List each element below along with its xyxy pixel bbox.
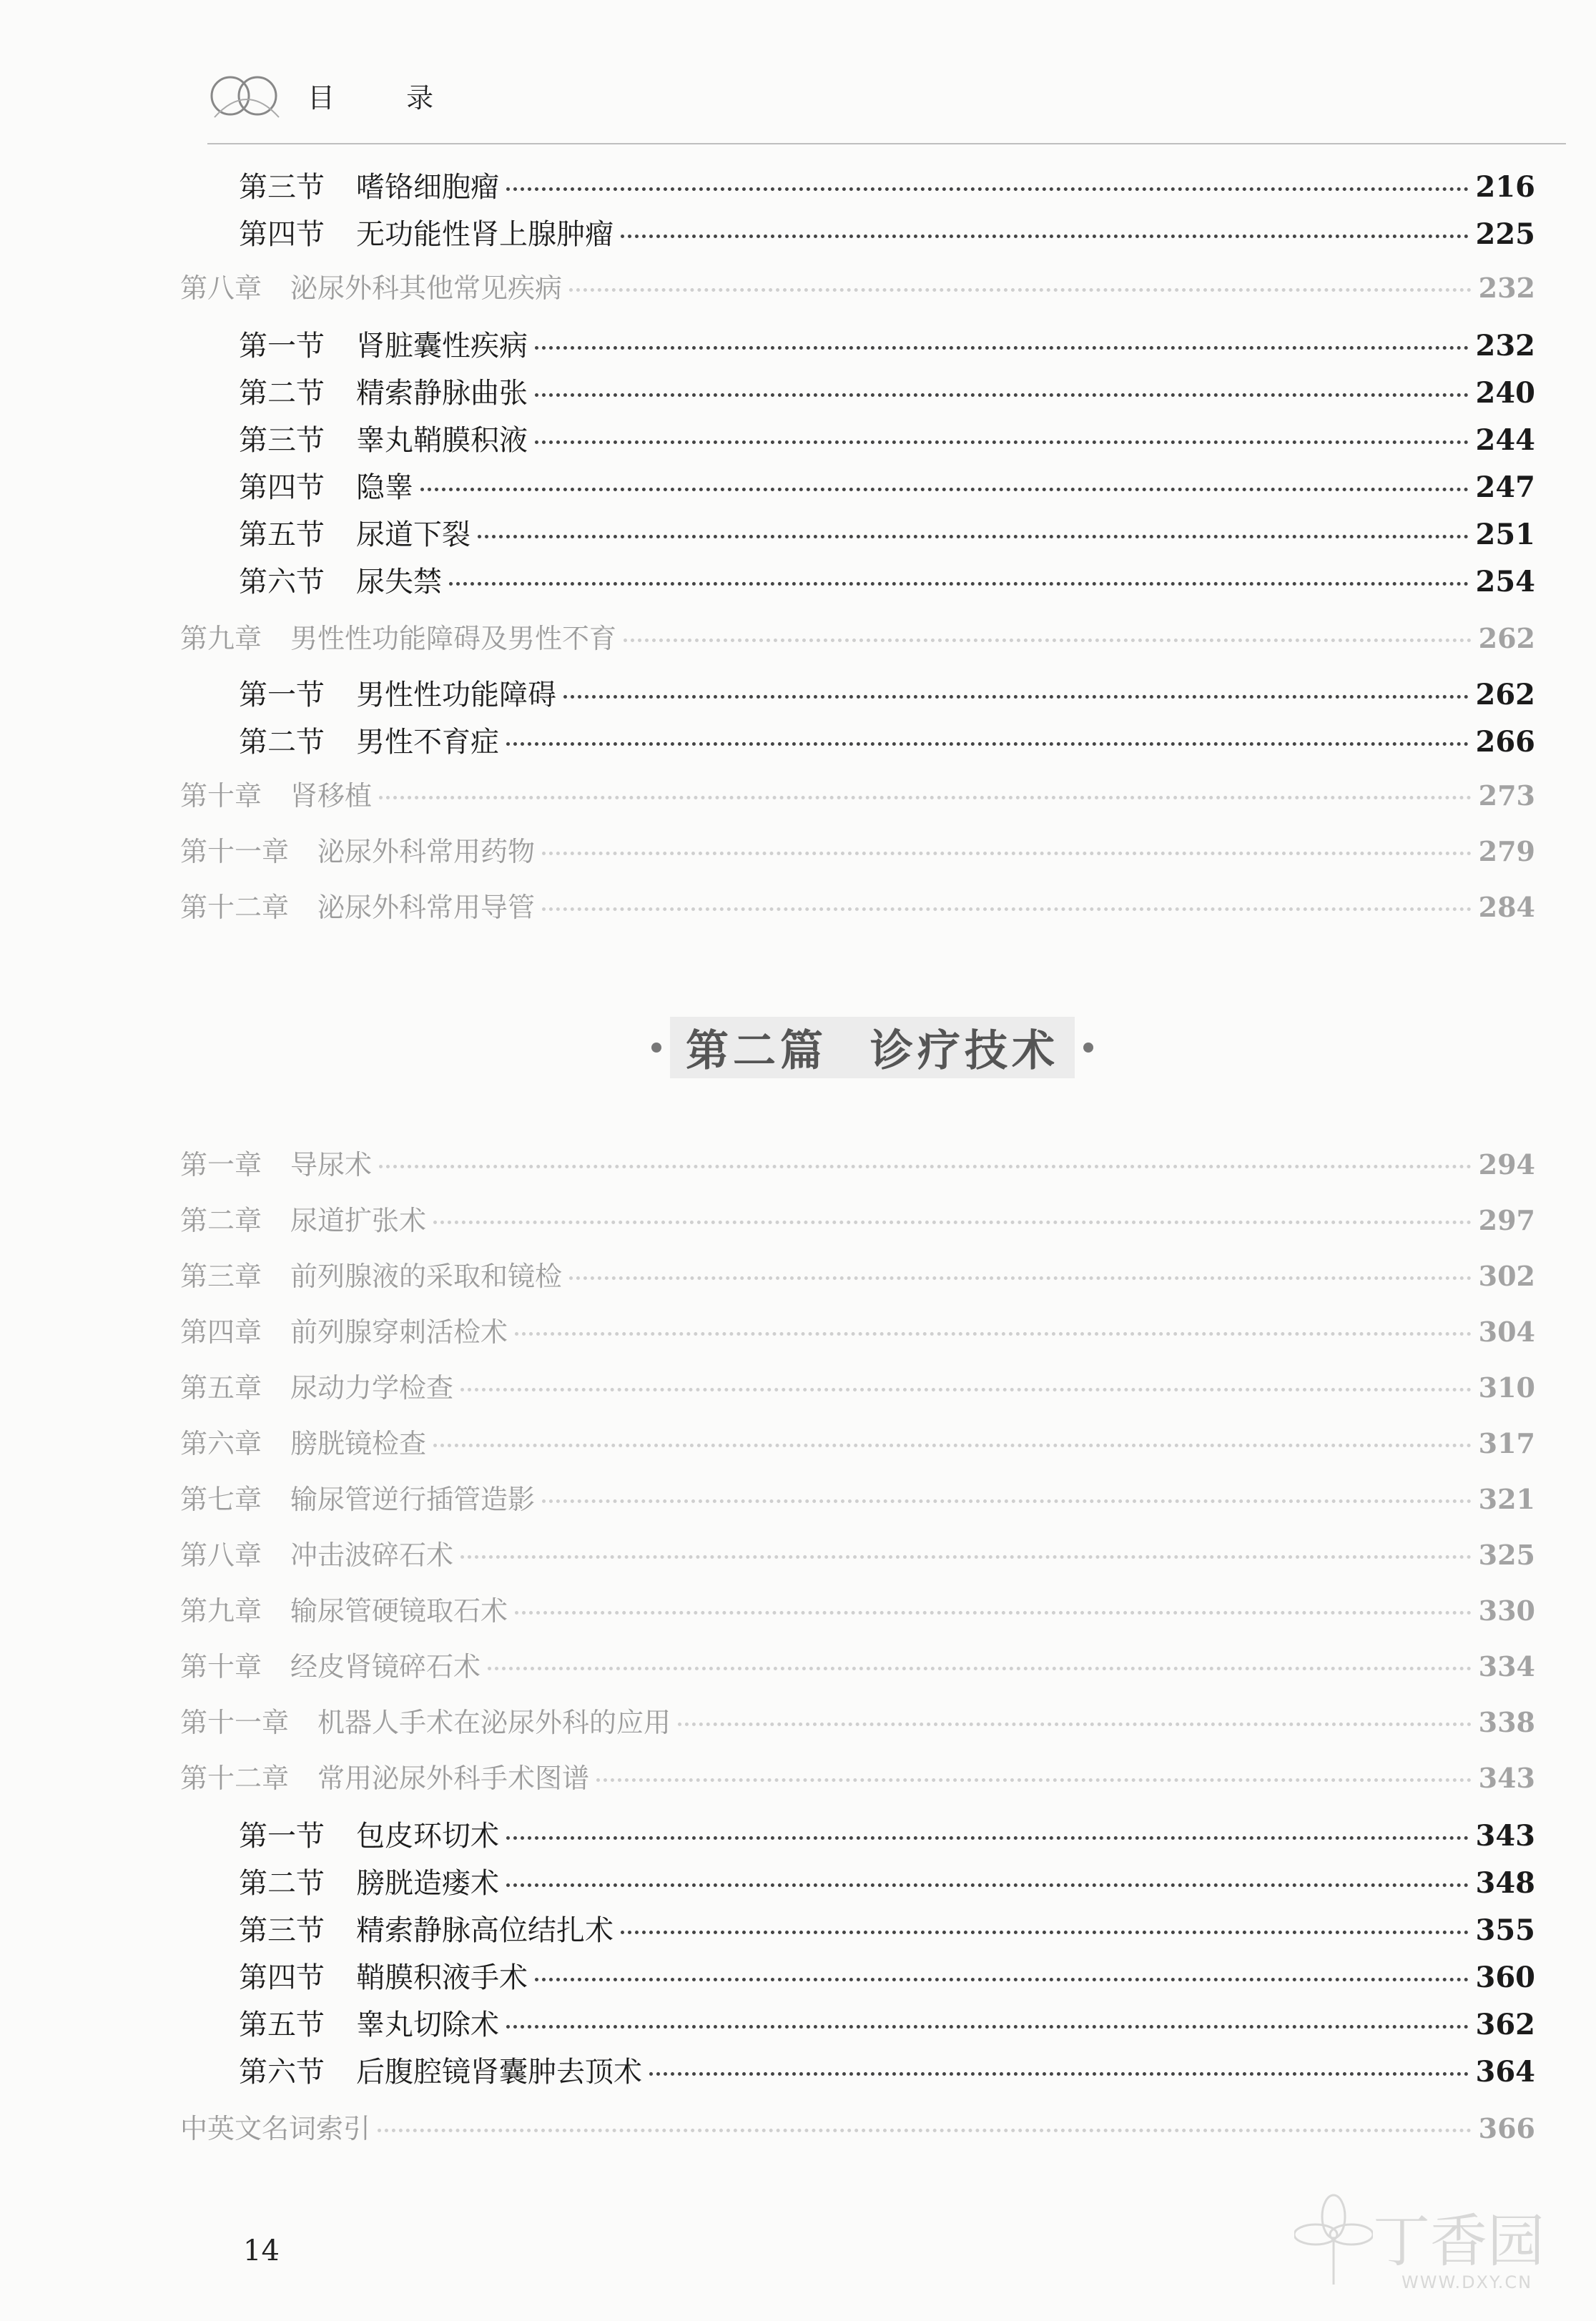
entry-page: 338 <box>1478 1706 1535 1738</box>
entry-label: 第一节 <box>239 330 325 363</box>
dot-leader <box>433 1216 1472 1224</box>
entry-page: 297 <box>1478 1204 1535 1236</box>
entry-page: 343 <box>1478 1762 1535 1794</box>
dot-leader <box>506 2021 1469 2029</box>
entry-label: 第六节 <box>239 566 325 598</box>
entry-label: 第十二章 <box>180 1763 290 1794</box>
part-banner <box>586 1015 1158 1080</box>
dot-leader <box>506 183 1469 191</box>
header-title: 目 录 <box>307 82 466 114</box>
header-rule <box>207 143 1566 144</box>
entry-label: 第一节 <box>239 679 325 711</box>
toc-chapter-entry[interactable] <box>180 1477 1535 1517</box>
entry-page: 325 <box>1478 1539 1535 1571</box>
dot-leader <box>596 1774 1472 1782</box>
entry-title: 输尿管逆行插管造影 <box>290 1484 536 1515</box>
entry-page: 216 <box>1475 170 1535 204</box>
toc-chapter-entry[interactable] <box>180 1143 1535 1182</box>
dot-leader <box>621 230 1469 238</box>
toc-section-entry[interactable] <box>239 1813 1535 1854</box>
entry-page: 266 <box>1475 725 1535 759</box>
entry-label: 第三节 <box>239 1914 325 1947</box>
entry-page: 284 <box>1478 891 1535 923</box>
entry-label: 第十一章 <box>180 1707 290 1738</box>
toc-section-entry[interactable] <box>239 212 1535 252</box>
entry-title: 泌尿外科常用导管 <box>317 892 536 923</box>
toc-section-entry[interactable] <box>239 559 1535 600</box>
toc-section-entry[interactable] <box>239 465 1535 506</box>
entry-title: 包皮环切术 <box>356 1820 499 1853</box>
running-header <box>207 63 1566 149</box>
toc-chapter-entry[interactable] <box>180 1421 1535 1461</box>
entry-label: 第四节 <box>239 471 325 504</box>
toc-section-entry[interactable] <box>239 1908 1535 1948</box>
dot-leader <box>449 578 1469 586</box>
entry-page: 364 <box>1475 2055 1535 2089</box>
entry-label: 第五章 <box>180 1372 262 1404</box>
entry-title: 鞘膜积液手术 <box>356 1961 528 1994</box>
entry-page: 294 <box>1478 1148 1535 1181</box>
entry-title: 睾丸切除术 <box>356 2009 499 2041</box>
entry-label: 第二节 <box>239 1867 325 1900</box>
dot-leader <box>542 847 1472 855</box>
entry-title: 常用泌尿外科手术图谱 <box>317 1763 590 1794</box>
entry-title: 男性性功能障碍 <box>356 679 556 711</box>
entry-page: 321 <box>1478 1483 1535 1515</box>
dot-leader <box>569 1272 1472 1280</box>
dot-leader <box>535 436 1469 444</box>
entry-label: 第十一章 <box>180 836 290 867</box>
entry-page: 304 <box>1478 1316 1535 1348</box>
dot-leader <box>535 389 1469 397</box>
entry-page: 232 <box>1478 272 1535 304</box>
entry-title: 膀胱镜检查 <box>290 1428 427 1459</box>
dot-leader <box>535 342 1469 350</box>
bullet-icon <box>1083 1043 1093 1053</box>
bullet-icon <box>651 1043 661 1053</box>
entry-title: 尿道下裂 <box>356 518 471 551</box>
entry-page: 360 <box>1475 1961 1535 1994</box>
toc-chapter-entry[interactable] <box>180 1366 1535 1405</box>
entry-page: 334 <box>1478 1650 1535 1682</box>
entry-title: 睾丸鞘膜积液 <box>356 424 528 457</box>
entry-page: 273 <box>1478 779 1535 812</box>
dot-leader <box>460 1551 1472 1559</box>
entry-title: 肾移植 <box>290 780 373 812</box>
dot-leader <box>420 483 1469 491</box>
entry-title: 男性性功能障碍及男性不育 <box>290 623 617 654</box>
entry-label: 第七章 <box>180 1484 262 1515</box>
entry-label: 第四章 <box>180 1316 262 1348</box>
toc-chapter-entry[interactable] <box>180 1254 1535 1293</box>
toc-chapter-entry[interactable] <box>180 616 1535 656</box>
flower-logo-icon <box>1294 2188 1373 2288</box>
entry-label: 第三节 <box>239 171 325 204</box>
entry-page: 330 <box>1478 1595 1535 1627</box>
dot-leader <box>624 634 1472 642</box>
dot-leader <box>678 1718 1472 1726</box>
toc-section-entry[interactable] <box>239 2002 1535 2043</box>
entry-title: 尿道扩张术 <box>290 1205 427 1236</box>
toc-section-entry[interactable] <box>239 370 1535 411</box>
toc-chapter-entry[interactable] <box>180 1533 1535 1572</box>
page-number: 14 <box>243 2234 280 2267</box>
entry-label: 第十章 <box>180 780 262 812</box>
entry-page: 355 <box>1475 1913 1535 1947</box>
entry-title: 导尿术 <box>290 1149 373 1181</box>
entry-page: 310 <box>1478 1371 1535 1404</box>
toc-chapter-entry[interactable] <box>180 885 1535 925</box>
dot-leader <box>433 1439 1472 1447</box>
entry-label: 第六节 <box>239 2056 325 2089</box>
toc-section-entry[interactable] <box>239 672 1535 713</box>
dot-leader <box>542 903 1472 911</box>
entry-label: 第二节 <box>239 726 325 759</box>
entry-page: 348 <box>1475 1866 1535 1900</box>
entry-title: 冲击波碎石术 <box>290 1539 454 1571</box>
toc-section-entry[interactable] <box>239 2049 1535 2090</box>
dot-leader <box>379 792 1472 799</box>
dot-leader <box>569 284 1472 292</box>
dot-leader <box>506 1832 1469 1840</box>
dot-leader <box>460 1384 1472 1391</box>
part-title: 诊疗技术 <box>870 1026 1059 1076</box>
dot-leader <box>506 738 1469 746</box>
dot-leader <box>542 1495 1472 1503</box>
entry-page: 302 <box>1478 1260 1535 1292</box>
entry-label: 第三节 <box>239 424 325 457</box>
entry-title: 前列腺液的采取和镜检 <box>290 1261 563 1292</box>
entry-title: 男性不育症 <box>356 726 499 759</box>
toc-section-entry[interactable] <box>239 719 1535 760</box>
dot-leader <box>515 1607 1472 1615</box>
part-label: 第二篇 <box>686 1026 827 1076</box>
entry-title: 中英文名词索引 <box>180 2113 371 2144</box>
toc-chapter-entry[interactable] <box>180 2106 1535 2146</box>
entry-page: 317 <box>1478 1427 1535 1459</box>
entry-label: 第十章 <box>180 1651 262 1682</box>
toc-chapter-entry[interactable] <box>180 1589 1535 1628</box>
toc-section-entry[interactable] <box>239 512 1535 553</box>
watermark-text: 丁香园 <box>1373 2208 1545 2275</box>
dot-leader <box>515 1328 1472 1336</box>
entry-label: 第五节 <box>239 518 325 551</box>
entry-title: 经皮肾镜碎石术 <box>290 1651 481 1682</box>
entry-title: 精索静脉曲张 <box>356 377 528 410</box>
entry-label: 第一节 <box>239 1820 325 1853</box>
entry-title: 前列腺穿刺活检术 <box>290 1316 508 1348</box>
entry-page: 244 <box>1475 423 1535 457</box>
dot-leader <box>378 2124 1472 2132</box>
watermark-url: WWW.DXY.CN <box>1402 2272 1533 2292</box>
entry-label: 第一章 <box>180 1149 262 1181</box>
dot-leader <box>379 1160 1472 1168</box>
entry-title: 肾脏囊性疾病 <box>356 330 528 363</box>
dot-leader <box>649 2068 1469 2076</box>
entry-title: 泌尿外科其他常见疾病 <box>290 272 563 304</box>
entry-title: 无功能性肾上腺肿瘤 <box>356 218 614 251</box>
entry-title: 嗜铬细胞瘤 <box>356 171 499 204</box>
entry-title: 输尿管硬镜取石术 <box>290 1595 508 1627</box>
entry-title: 泌尿外科常用药物 <box>317 836 536 867</box>
entry-label: 第四节 <box>239 218 325 251</box>
toc-chapter-entry[interactable] <box>180 1198 1535 1238</box>
dot-leader <box>535 1973 1469 1981</box>
entry-page: 240 <box>1475 376 1535 410</box>
entry-label: 第五节 <box>239 2009 325 2041</box>
watermark <box>1294 2188 1566 2302</box>
entry-title: 隐睾 <box>356 471 413 504</box>
toc-chapter-entry[interactable] <box>180 266 1535 305</box>
entry-page: 232 <box>1475 329 1535 363</box>
entry-title: 尿失禁 <box>356 566 442 598</box>
entry-label: 第十二章 <box>180 892 290 923</box>
entry-page: 225 <box>1475 217 1535 251</box>
entry-label: 第四节 <box>239 1961 325 1994</box>
entry-title: 尿动力学检查 <box>290 1372 454 1404</box>
toc-section-entry[interactable] <box>239 418 1535 458</box>
entry-page: 247 <box>1475 470 1535 504</box>
dot-leader <box>621 1926 1469 1934</box>
toc-section-entry[interactable] <box>239 164 1535 205</box>
toc-chapter-entry[interactable] <box>180 1645 1535 1684</box>
toc-chapter-entry[interactable] <box>180 1700 1535 1740</box>
toc-section-entry[interactable] <box>239 1955 1535 1996</box>
entry-page: 279 <box>1478 835 1535 867</box>
dot-leader <box>506 1879 1469 1887</box>
entry-title: 后腹腔镜肾囊肿去顶术 <box>356 2056 642 2089</box>
entry-label: 第六章 <box>180 1428 262 1459</box>
entry-title: 机器人手术在泌尿外科的应用 <box>317 1707 671 1738</box>
dot-leader <box>488 1662 1472 1670</box>
entry-title: 精索静脉高位结扎术 <box>356 1914 614 1947</box>
entry-label: 第九章 <box>180 1595 262 1627</box>
book-logo-icon <box>207 67 286 122</box>
entry-label: 第二节 <box>239 377 325 410</box>
entry-title: 膀胱造瘘术 <box>356 1867 499 1900</box>
entry-label: 第二章 <box>180 1205 262 1236</box>
toc-chapter-entry[interactable] <box>180 774 1535 813</box>
entry-page: 262 <box>1475 678 1535 711</box>
toc-chapter-entry[interactable] <box>180 829 1535 869</box>
entry-label: 第八章 <box>180 1539 262 1571</box>
toc-chapter-entry[interactable] <box>180 1756 1535 1795</box>
entry-page: 262 <box>1478 622 1535 654</box>
entry-page: 343 <box>1475 1819 1535 1853</box>
dot-leader <box>563 691 1469 699</box>
toc-chapter-entry[interactable] <box>180 1310 1535 1349</box>
part-heading <box>670 1017 1075 1078</box>
entry-page: 366 <box>1478 2112 1535 2144</box>
toc-section-entry[interactable] <box>239 1861 1535 1901</box>
toc-section-entry[interactable] <box>239 323 1535 364</box>
entry-label: 第九章 <box>180 623 262 654</box>
entry-label: 第八章 <box>180 272 262 304</box>
entry-page: 362 <box>1475 2008 1535 2041</box>
dot-leader <box>478 531 1469 538</box>
entry-page: 254 <box>1475 565 1535 598</box>
entry-page: 251 <box>1475 518 1535 551</box>
entry-label: 第三章 <box>180 1261 262 1292</box>
